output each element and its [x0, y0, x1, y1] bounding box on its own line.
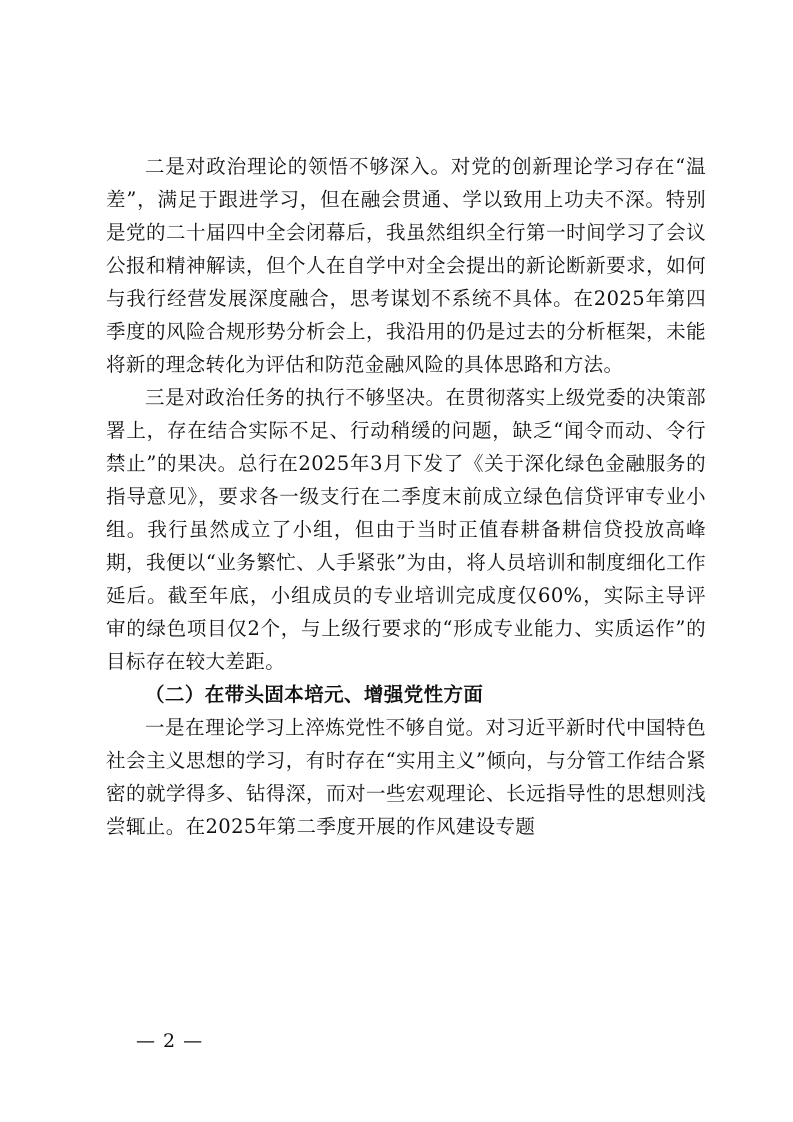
paragraph-three [106, 381, 706, 678]
paragraph-body: 在贯彻落实上级党委的决策部署上，存在结合实际不足、行动稍缓的问题，缺乏“闻令而动、令行禁止”的果决。总行在2025年3月下发了《关于深化绿色金融服务的指导意见》，要求各一级支行在二季度末前成立绿色信贷评审专业小组。我行虽然成立了小组，但由于当时正值春耕备耕信贷投放高峰期，我便以“业务繁忙、人手紧张”为由，将人员培训和制度细化工作延后。截至年底，小组成员的专业培训完成度仅60%，实际主导评审的绿色项目仅2个，与上级行要求的“形成专业能力、实质运作”的目标存在较大差距。 [106, 386, 707, 673]
paragraph-two [106, 150, 706, 381]
paragraph-body: 对习近平新时代中国特色社会主义思想的学习，有时存在“实用主义”倾向，与分管工作结合紧密的就学得多、钻得深，而对一些宏观理论、长远指导性的思想则浅尝辄止。在2025年第二季度开展的作风建设专题 [106, 716, 706, 838]
section-heading: （二）在带头固本培元、增强党性方面 [145, 683, 484, 706]
document-body [106, 150, 706, 843]
paragraph-summary: 对政治理论的领悟不够深入。 [185, 155, 451, 178]
paragraph-one [106, 711, 706, 843]
paragraph-summary: 对政治任务的执行不够坚决。 [185, 386, 446, 409]
paragraph-lead: 二是 [145, 155, 186, 178]
paragraph-summary: 在理论学习上淬炼党性不够自觉。 [185, 716, 486, 739]
paragraph-lead: 一是 [145, 716, 186, 739]
page-number: — 2 — [136, 1030, 204, 1052]
paragraph-lead: 三是 [145, 386, 186, 409]
paragraph-body: 对党的创新理论学习存在“温差”，满足于跟进学习，但在融会贯通、学以致用上功夫不深。特别是党的二十届四中全会闭幕后，我虽然组织全行第一时间学习了会议公报和精神解读，但个人在自学中对全会提出的新论断新要求，如何与我行经营发展深度融合，思考谋划不系统不具体。在2025年第四季度的风险合规形势分析会上，我沿用的仍是过去的分析框架，未能将新的理念转化为评估和防范金融风险的具体思路和方法。 [106, 155, 707, 376]
